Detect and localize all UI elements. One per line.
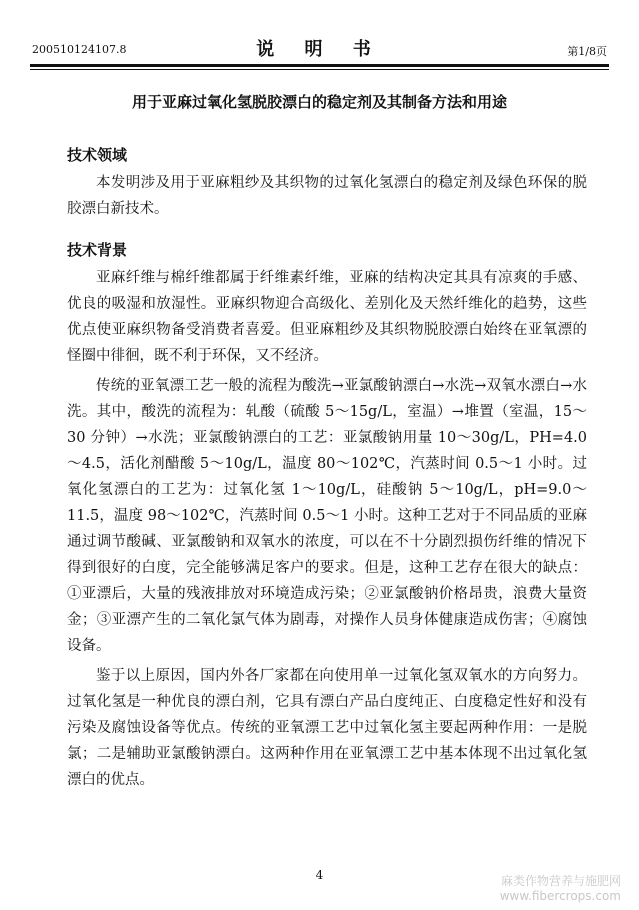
- paragraph: 鉴于以上原因，国内外各厂家都在向使用单一过氧化氢双氧水的方向努力。过氧化氢是一种优良的漂白剂，它具有漂白产品白度纯正、白度稳定性好和没有污染及腐蚀设备等优点。传统的亚氧漂工艺中过氧化氢主要起两种作用：一是脱氯；二是辅助亚氯酸钠漂白。这两种作用在亚氧漂工艺中基本体现不出过氧化氢漂白的优点。: [67, 668, 587, 788]
- document-title: 用于亚麻过氧化氢脱胶漂白的稳定剂及其制备方法和用途: [131, 93, 507, 111]
- paragraph: 亚麻纤维与棉纤维都属于纤维素纤维，亚麻的结构决定其具有凉爽的手感、优良的吸湿和放湿性。亚麻织物迎合高级化、差别化及天然纤维化的趋势，这些优点使亚麻织物备受消费者喜爱。但亚麻粗纱及其织物脱胶漂白始终在亚氧漂的怪圈中徘徊，既不利于环保，又不经济。: [67, 270, 587, 364]
- watermark-cn: 麻类作物营养与施肥网: [500, 874, 621, 888]
- watermark-url: www.fibercrops.com: [499, 889, 621, 903]
- doc-number: 200510124107.8: [32, 43, 127, 56]
- paragraph: 传统的亚氧漂工艺一般的流程为酸洗→亚氯酸钠漂白→水洗→双氧水漂白→水洗。其中，酸洗的流程为：轧酸（硫酸 5～15g/L，室温）→堆置（室温，15～30 分钟）→水洗；亚氯酸钠漂白的工艺：亚氯酸钠用量 10～30g/L，PH=4.0～4.5，活化剂醋酸 5～10g/L，温度 80～102℃，汽蒸时间 0.5～1 小时。过氧化氢漂白的工艺为：过氧化氢 1～10g/L，硅酸钠 5～10g/L，pH=9.0～11.5，温度 98～102℃，汽蒸时间 0.5～1 小时。这种工艺对于不同品质的亚麻通过调节酸碱、亚氯酸钠和双氧水的浓度，可以在不十分剧烈损伤纤维的情况下得到很好的白度，完全能够满足客户的要求。但是，这种工艺存在很大的缺点：①亚漂后，大量的残液排放对环境造成污染；②亚氯酸钠价格昂贵，浪费大量资金；③亚漂产生的二氧化氯气体为剧毒，对操作人员身体健康造成伤害；④腐蚀设备。: [67, 378, 587, 654]
- header-title: 说 明 书: [256, 39, 383, 60]
- section-technical-field: [67, 142, 587, 222]
- section-heading: 技术领域: [67, 146, 128, 164]
- page-info: 第1/8页: [567, 45, 607, 58]
- section-technical-background: [67, 237, 587, 793]
- page-number: 4: [315, 868, 324, 882]
- header-rule-thin: [30, 69, 609, 70]
- section-heading: 技术背景: [67, 241, 128, 259]
- paragraph: 本发明涉及用于亚麻粗纱及其织物的过氧化氢漂白的稳定剂及绿色环保的脱胶漂白新技术。: [67, 175, 587, 217]
- header-rule-thick: [30, 64, 609, 67]
